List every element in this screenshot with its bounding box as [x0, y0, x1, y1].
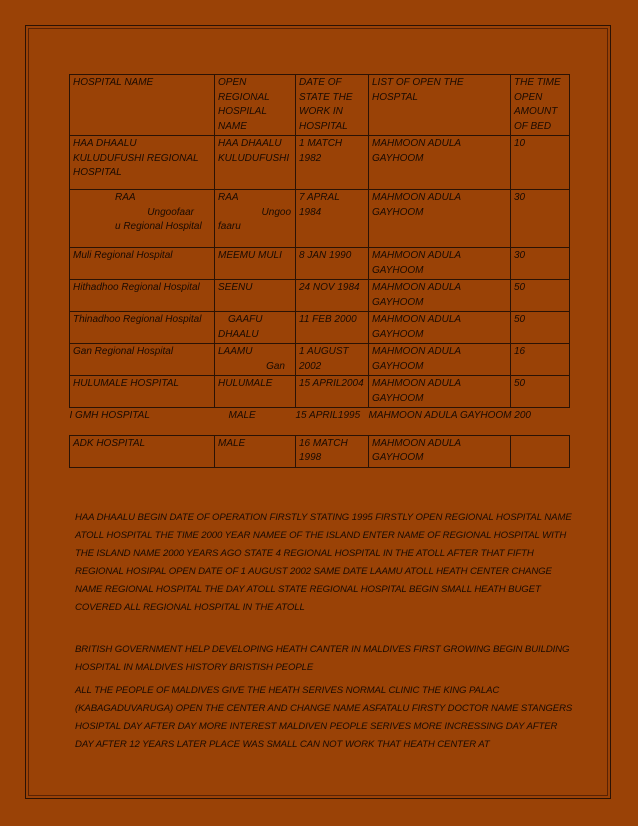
table-cell: MALE: [215, 435, 296, 467]
table-cell: MAHMOON ADULA GAYHOOM: [369, 248, 511, 280]
table-row-unbordered: [70, 408, 570, 425]
table-row: [70, 344, 570, 376]
header-cell: THE TIME OPEN AMOUNT OF BED: [511, 75, 570, 136]
table-row: [70, 136, 570, 190]
table-cell: 1 AUGUST 2002: [296, 344, 369, 376]
table-cell: MAHMOON ADULA GAYHOOM: [369, 136, 511, 190]
table-cell: MAHMOON ADULA GAYHOOM: [369, 344, 511, 376]
cell-line: u Regional Hospital: [115, 221, 202, 232]
table-cell: 15 APRIL2004: [296, 376, 369, 408]
table-header-row: [70, 75, 570, 136]
cell-line: RAA: [115, 192, 136, 203]
table-cell: MEEMU MULI: [215, 248, 296, 280]
table-cell: 1 MATCH 1982: [296, 136, 369, 190]
table-cell: I GMH HOSPITAL: [69, 410, 150, 421]
table-cell: 50: [511, 280, 570, 312]
table-cell: Gan Regional Hospital: [70, 344, 215, 376]
paragraph-regional-hospitals: [75, 509, 575, 617]
table-cell: MAHMOON ADULA GAYHOOM: [369, 435, 511, 467]
table-cell: 11 FEB 2000: [296, 312, 369, 344]
table-cell: 50: [511, 376, 570, 408]
cell-line: Gan: [266, 360, 285, 372]
table-cell: HULUMALE: [215, 376, 296, 408]
table-cell: Thinadhoo Regional Hospital: [70, 312, 215, 344]
header-cell: LIST OF OPEN THE HOSPTAL: [369, 75, 511, 136]
paragraph-british-government: [75, 641, 575, 677]
table-cell: [215, 344, 296, 376]
table-cell: Muli Regional Hospital: [70, 248, 215, 280]
table-cell: [215, 190, 296, 248]
table-cell: 24 NOV 1984: [296, 280, 369, 312]
cell-line: RAA: [218, 192, 239, 203]
table-cell: [511, 435, 570, 467]
table-cell: 30: [511, 190, 570, 248]
paragraph-text: ALL THE PEOPLE OF MALDIVES GIVE THE HEATH SERIVES NORMAL CLINIC THE KING PALAC (KABAGADUVARUGA) OPEN THE CENTER AND CHANGE NAME ASFATALU FIRSTY DOCTOR NAME STANGERS HOSIPTAL DAY AFTER DAY MORE INTEREST MALDIVEN PEOPLE SERIVES MORE INCRESSING DAY AFTER DAY AFTER 12 YEARS LATER PLACE WAS SMALL CAN NOT WORK THAT HEATH CENTER AT: [75, 685, 573, 750]
paragraph-text: BRITISH GOVERNMENT HELP DEVELOPING HEATH CANTER IN MALDIVES FIRST GROWING BEGIN BUILDING HOSPITAL IN MALDIVES HISTORY BRISTISH PEOPLE: [75, 644, 570, 673]
table-cell: Hithadhoo Regional Hospital: [70, 280, 215, 312]
cell-text: GAAFU DHAALU: [218, 314, 263, 340]
paragraph-maldives-people: [75, 682, 575, 754]
table-cell: MAHMOON ADULA GAYHOOM: [369, 280, 511, 312]
table-cell: 16: [511, 344, 570, 376]
table-cell: HULUMALE HOSPITAL: [70, 376, 215, 408]
table-cell: HAA DHAALU KULUDUFUSHI: [215, 136, 296, 190]
table-cell: 30: [511, 248, 570, 280]
table-spacer: [70, 425, 570, 436]
table-cell: MAHMOON ADULA GAYHOOM: [369, 312, 511, 344]
table-row: [70, 280, 570, 312]
cell-line: Ungoofaar: [147, 206, 194, 218]
table-cell: 15 APRIL1995: [295, 410, 361, 421]
table-row: [70, 435, 570, 467]
table-row: [70, 248, 570, 280]
hospital-table: [69, 74, 570, 468]
table-cell: MAHMOON ADULA GAYHOOM 200: [368, 410, 531, 421]
table-cell: [70, 190, 215, 248]
header-cell: DATE OF STATE THE WORK IN HOSPITAL: [296, 75, 369, 136]
table-cell: HAA DHAALU KULUDUFUSHI REGIONAL HOSPITAL: [70, 136, 215, 190]
cell-line: LAAMU: [218, 346, 253, 357]
table-cell: MAHMOON ADULA GAYHOOM: [369, 376, 511, 408]
cell-line: faaru: [218, 221, 241, 232]
table-cell: ADK HOSPITAL: [70, 435, 215, 467]
table-cell: 8 JAN 1990: [296, 248, 369, 280]
table-row: [70, 312, 570, 344]
table-cell: SEENU: [215, 280, 296, 312]
table-cell: [215, 312, 296, 344]
table-cell: MAHMOON ADULA GAYHOOM: [369, 190, 511, 248]
header-cell: HOSPITAL NAME: [70, 75, 215, 136]
table-row: [70, 376, 570, 408]
paragraph-text: HAA DHAALU BEGIN DATE OF OPERATION FIRSTLY STATING 1995 FIRSTLY OPEN REGIONAL HOSPITAL NAME ATOLL HOSPITAL THE TIME 2000 YEAR NAMEE OF THE ISLAND ENTER NAME OF REGIONAL HOSPITAL WITH THE ISLAND NAME 2000 YEARS AGO STATE 4 REGIONAL HOSPITAL IN THE ATOLL AFTER THAT FIFTH REGIONAL HOSIPAL OPEN DATE OF 1 AUGUST 2002 SAME DATE LAAMU ATOLL HEATH CENTER CHANGE NAME REGIONAL HOSPITAL THE DAY ATOLL STATE REGIONAL HOSPITAL BEGIN SMALL HEATH BUGET COVERED ALL REGIONAL HOSPITAL IN THE ATOLL: [75, 512, 572, 613]
table-cell: 50: [511, 312, 570, 344]
table-cell: MALE: [228, 410, 256, 421]
table-cell: 16 MATCH 1998: [296, 435, 369, 467]
table-cell: 10: [511, 136, 570, 190]
table-cell: 7 APRAL 1984: [296, 190, 369, 248]
cell-line: Ungoo: [261, 206, 291, 218]
table-row: [70, 190, 570, 248]
header-cell: OPEN REGIONAL HOSPILAL NAME: [215, 75, 296, 136]
